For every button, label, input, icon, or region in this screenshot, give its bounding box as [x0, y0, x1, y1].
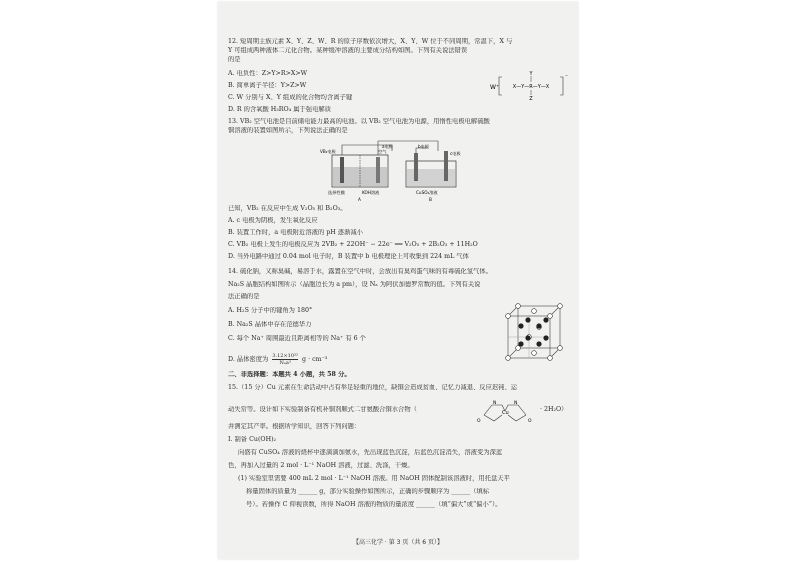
section-two-heading: 二、非选择题：本题共 4 小题，共 58 分。	[228, 371, 351, 378]
mol-n-left: N	[493, 401, 497, 406]
density-unit: g · cm⁻³	[302, 356, 328, 363]
mol-n-right: N	[514, 401, 518, 406]
q15-sub1-line-3: 号）。若操作 C 仰视读数，所得 NaOH 溶液的物质的量浓度 ______（填“偏大”或“偏小”）。	[246, 501, 502, 508]
q13-known-info: 已知，VB₂ 在反应中生成 V₂O₅ 和 B₂O₃。	[228, 205, 347, 212]
struct-w-ion: W⁺	[490, 84, 500, 91]
struct-z-bottom: Z	[529, 96, 533, 102]
q15-stem-line-3: 并测定其产率。根据所学知识，回答下列问题：	[228, 423, 361, 430]
label-koh-solution: KOH溶液	[362, 190, 380, 195]
mol-cu: Cu	[502, 410, 509, 416]
q15-procedure-line-2: 色，再加入过量的 2 mol · L⁻¹ NaOH 溶液，过滤、洗涤，干燥。	[228, 462, 414, 469]
q14-stem-line-2: Na₂S 晶胞结构如图所示（晶胞边长为 a pm），设 Nₐ 为阿伏加德罗常数的值。下列有关说	[228, 281, 481, 288]
density-numerator: 3.12×10³²	[272, 353, 299, 359]
q13-stem-line-1: 13. VB₂ 空气电池是目前储电能力最高的电池。以 VB₂ 空气电池为电源，用惰性电极电解硫酸	[228, 118, 490, 125]
q13-apparatus-figure	[318, 139, 468, 203]
struct-y-top: Y	[529, 71, 533, 77]
density-fraction	[272, 353, 298, 366]
struct-chain: X—Y—R—Y—X	[512, 84, 550, 90]
q14-stem-line-3: 法正确的是	[228, 293, 260, 300]
label-cell-b: B	[429, 197, 432, 202]
label-cell-a: A	[358, 197, 361, 202]
density-denominator: Nₐa³	[279, 360, 291, 366]
q14-option-a: A. H₂S 分子中的键角为 180°	[228, 307, 313, 314]
q15-sub1-line-1: (1) 实验室里需要 400 mL 2 mol · L⁻¹ NaOH 溶液。用 NaOH 固体配制该溶液时，用托盘天平	[238, 475, 510, 482]
q14-option-d	[228, 353, 458, 366]
q13-option-c: C. VB₂ 电极上发生的电极反应为 2VB₂ + 22OH⁻ − 22e⁻ ══ V₂O₅ + 2B₂O₃ + 11H₂O	[228, 241, 478, 248]
mol-o-right: O	[528, 419, 532, 424]
label-air: 空气	[378, 149, 387, 154]
label-vb2-electrode: VB₂电极	[320, 149, 336, 154]
label-selective-membrane: 选择性膜	[328, 190, 345, 195]
q12-option-b: B. 简单离子半径：Y>Z>W	[228, 82, 307, 89]
q14-option-b: B. Na₂S 晶体中存在范德华力	[228, 321, 312, 328]
q13-option-d: D. 当外电路中通过 0.04 mol 电子时，B 装置中 b 电极理论上可收集到 224 mL 气体	[228, 253, 469, 260]
q15-stem-line-2: 动失常等。设计如下实验制备有机补铜剂顺式二甘氨酸合铜水合物（	[228, 406, 417, 413]
q12-option-a: A. 电负性：Z>Y>R>X>W	[228, 70, 308, 77]
q14-d-prefix: D. 晶体密度为	[228, 356, 269, 363]
q12-stem-line-2: Y 可组成两种液体二元化合物。某种缓冲溶液的主要成分结构如图。下列有关说法错误	[228, 47, 468, 54]
q13-option-a: A. c 电极为阴极，发生氧化反应	[228, 217, 318, 224]
q12-option-d: D. R 的含氧酸 H₃RO₄ 属于强电解质	[228, 106, 331, 113]
q12-option-c: C. W 分别与 X、Y 组成的化合物均含离子键	[228, 94, 353, 101]
glycinate-copper-structure	[472, 395, 538, 425]
q15-part-one-heading: Ⅰ. 制备 Cu(OH)₂	[228, 436, 277, 443]
exam-page	[218, 2, 578, 559]
label-a-electrode: a电极	[382, 144, 393, 149]
q15-stem-line-1: 15.（15 分）Cu 元素在生命活动中占有举足轻重的地位，缺铜会造成贫血、记忆力减退、反应迟钝、运	[228, 384, 518, 391]
q15-sub1-line-2: 称量固体的质量为 ______ g，部分实验操作如图所示，正确的步骤顺序为 ______（填标	[246, 488, 490, 495]
q14-option-c: C. 每个 Na⁺ 周围最近且距离相等的 Na⁺ 有 6 个	[228, 335, 366, 342]
q12-stem-line-1: 12. 短周期主族元素 X、Y、Z、W、R 的原子序数依次增大，X、Y、W 位于不同周期，常温下，X 与	[228, 38, 513, 45]
q14-stem-line-1: 14. 硫化钠，又称臭碱，易溶于水，露置在空气中时，会放出有臭鸡蛋气味的有毒硫化氢气体。	[228, 268, 492, 275]
page-footer: 【高三化学 · 第 3 页（共 6 页）】	[353, 539, 443, 546]
mol-o-left: O	[477, 419, 481, 424]
label-c-electrode: c电极	[450, 151, 461, 156]
q12-stem-line-3: 的是	[228, 56, 241, 63]
q15-stem-line-2-tail: · 2H₂O）	[540, 406, 568, 413]
q13-stem-line-2: 铜溶液的装置如图所示，下列说法正确的是	[228, 127, 348, 134]
na2s-unit-cell-figure	[498, 302, 568, 364]
label-b-electrode: b电极	[418, 144, 430, 149]
label-cuso4-solution: CuSO₄溶液	[416, 190, 438, 195]
struct-charge: ⁻	[565, 74, 569, 81]
q13-option-b: B. 装置工作时，a 电极附近溶液的 pH 逐渐减小	[228, 229, 363, 236]
q15-procedure-line-1: 向盛有 CuSO₄ 溶液的烧杯中逐滴滴加氨水，先出现蓝色沉淀，后蓝色沉淀消失，溶液变为深蓝	[238, 449, 503, 456]
q12-structure-figure	[488, 68, 574, 102]
